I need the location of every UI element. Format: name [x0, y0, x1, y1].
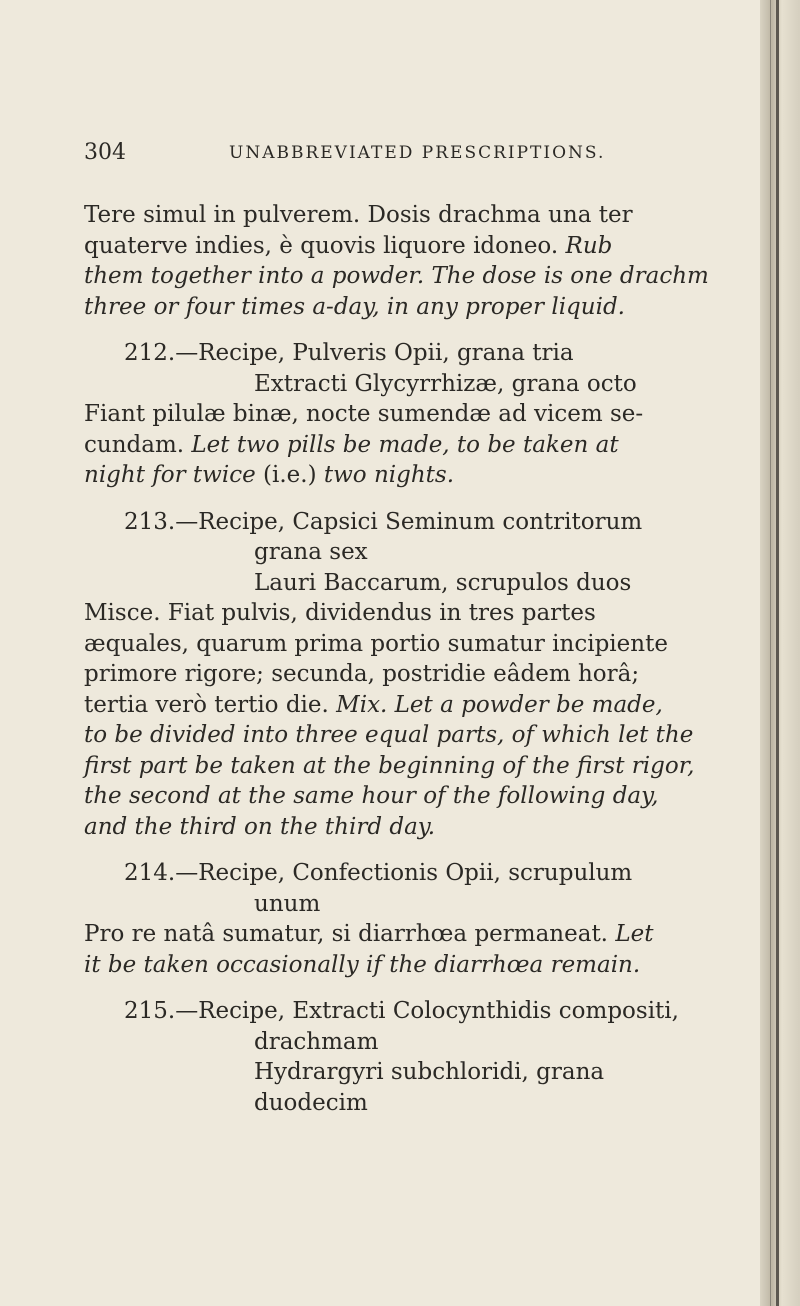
text-line: and the third on the third day. — [84, 813, 436, 840]
text-line: duodecim — [254, 1089, 368, 1116]
recipe-215 — [84, 996, 764, 1118]
text-span: cundam. — [84, 431, 192, 458]
recipe-heading: 212.—Recipe, Pulveris Opii, grana tria — [124, 340, 574, 366]
recipe-heading: 213.—Recipe, Capsici Seminum contritorum — [124, 508, 643, 535]
text-line: them together into a powder. The dose is one drachm — [84, 263, 709, 289]
page-gutter — [760, 0, 800, 1306]
page-body — [84, 200, 764, 1134]
text-line: the second at the same hour of the following day, — [84, 783, 659, 809]
italic-span: night for twice — [84, 462, 256, 488]
text-line: Tere simul in pulverem. Dosis drachma una ter — [84, 202, 633, 228]
text-line — [84, 231, 764, 262]
text-span: tertia verò tertio die. — [84, 691, 337, 718]
text-line: to be divided into three equal parts, of which let the — [84, 722, 694, 748]
gutter-edge-line — [776, 0, 779, 1306]
running-title: UNABBREVIATED PRESCRIPTIONS. — [229, 143, 606, 163]
italic-span: Mix. Let a powder be made, — [336, 691, 663, 718]
text-line: Lauri Baccarum, scrupulos duos — [254, 569, 632, 596]
text-span: quaterve indies, è quovis liquore idoneo. — [84, 232, 566, 259]
page-header — [84, 140, 684, 165]
italic-span: two nights. — [323, 462, 455, 488]
text-line: Extracti Glycyrrhizæ, grana octo — [254, 370, 637, 397]
text-line: grana sex — [254, 539, 368, 565]
text-line — [84, 430, 764, 461]
text-line: it be taken occasionally if the diarrhœa remain. — [84, 951, 641, 978]
page-number: 304 — [84, 140, 126, 165]
italic-span: Let — [615, 921, 654, 947]
text-span: (i.e.) — [255, 462, 324, 488]
text-line: first part be taken at the beginning of the first rigor, — [84, 752, 695, 779]
recipe-heading: 215.—Recipe, Extracti Colocynthidis compositi, — [124, 998, 679, 1024]
italic-span: Let two pills be made, to be taken at — [191, 431, 619, 458]
recipe-214 — [84, 858, 764, 980]
text-line: primore rigore; secunda, postridie eâdem horâ; — [84, 661, 640, 687]
text-line — [84, 460, 764, 491]
text-line: Fiant pilulæ binæ, nocte sumendæ ad vicem se- — [84, 401, 644, 427]
recipe-212 — [84, 338, 764, 491]
text-line: unum — [254, 890, 321, 917]
paragraph-intro — [84, 200, 764, 322]
text-line: three or four times a-day, in any proper liquid. — [84, 293, 625, 320]
italic-span: Rub — [565, 232, 613, 259]
text-line: drachmam — [254, 1028, 379, 1055]
text-line: Misce. Fiat pulvis, dividendus in tres partes — [84, 600, 596, 626]
text-span: Pro re natâ sumatur, si diarrhœa permaneat. — [84, 921, 616, 947]
text-line — [84, 690, 764, 721]
text-line: æquales, quarum prima portio sumatur incipiente — [84, 630, 668, 657]
gutter-shadow-line — [770, 0, 771, 1306]
text-line — [84, 919, 764, 950]
recipe-213 — [84, 507, 764, 843]
text-line: Hydrargyri subchloridi, grana — [254, 1059, 605, 1085]
recipe-heading: 214.—Recipe, Confectionis Opii, scrupulum — [124, 860, 633, 886]
